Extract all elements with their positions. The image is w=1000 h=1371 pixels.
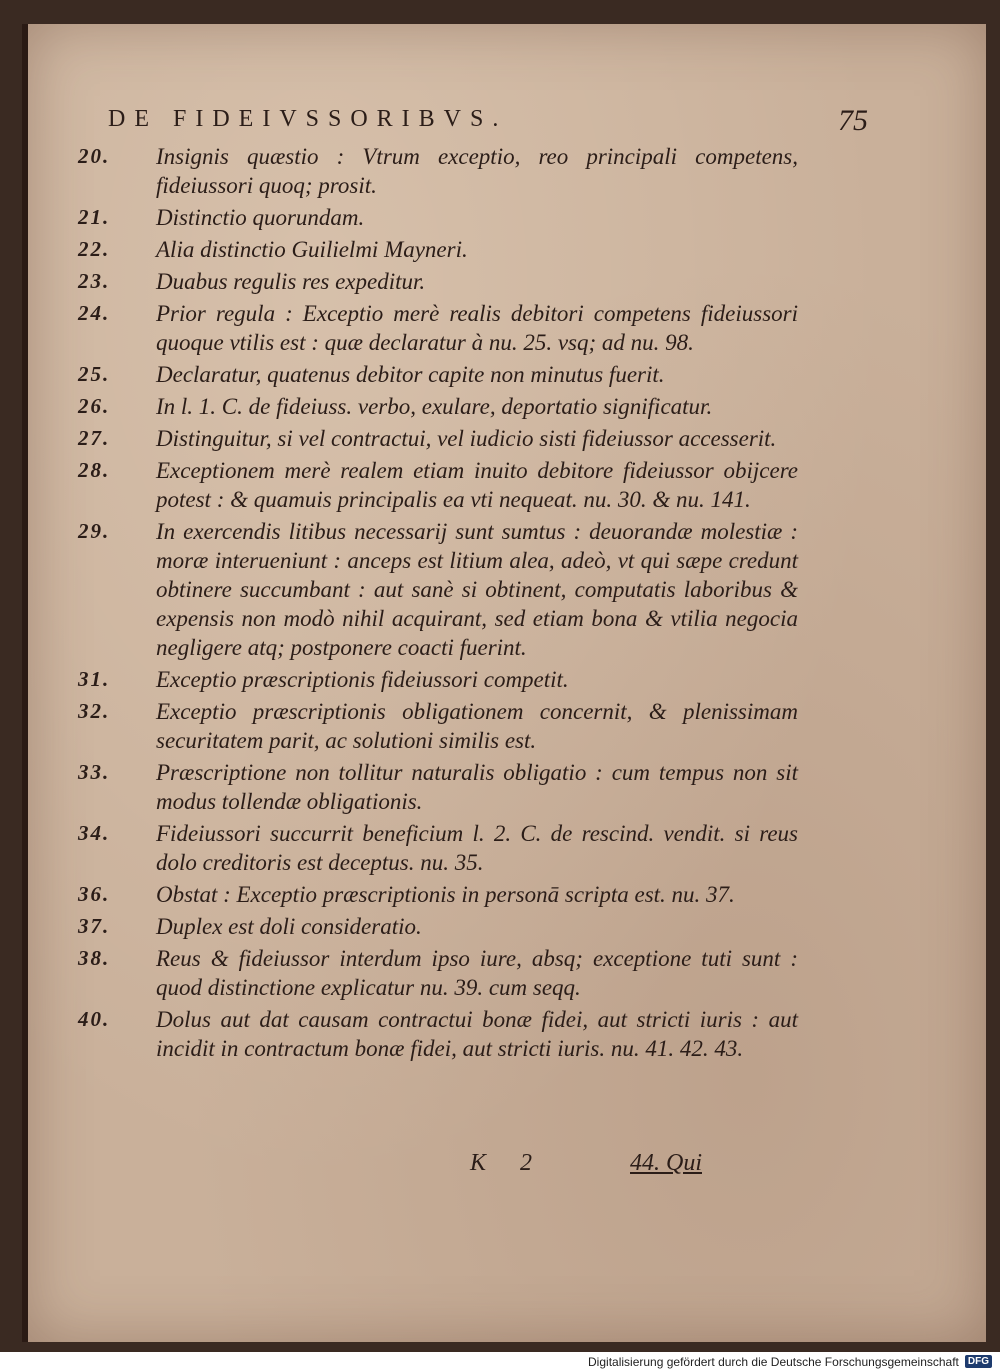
entry-number: 32. bbox=[78, 699, 111, 723]
entry-32 bbox=[78, 697, 798, 755]
entry-text: Distinguitur, si vel contractui, vel iudicio sisti fideiussor accesserit. bbox=[156, 426, 777, 451]
entry-number: 38. bbox=[78, 946, 111, 970]
entry-28 bbox=[78, 456, 798, 514]
entry-text: In l. 1. C. de fideiuss. verbo, exulare, deportatio significatur. bbox=[156, 394, 713, 419]
entry-27 bbox=[78, 424, 798, 453]
entry-number: 20. bbox=[78, 144, 111, 168]
running-head-title: DE FIDEIVSSORIBVS. bbox=[108, 106, 508, 132]
entry-text: Reus & fideiussor interdum ipso iure, absq; exceptione tuti sunt : quod distinctione explicatur nu. 39. cum seqq. bbox=[156, 946, 798, 1000]
entry-text: Exceptio præscriptionis fideiussori competit. bbox=[156, 667, 569, 692]
entry-text: Duabus regulis res expeditur. bbox=[156, 269, 426, 294]
entry-20 bbox=[78, 142, 798, 200]
entry-40 bbox=[78, 1005, 798, 1063]
running-head bbox=[108, 104, 928, 144]
entry-number: 24. bbox=[78, 301, 111, 325]
entry-text: Declaratur, quatenus debitor capite non minutus fuerit. bbox=[156, 362, 665, 387]
signature-mark: K 2 bbox=[470, 1150, 547, 1176]
entry-text: In exercendis litibus necessarij sunt sumtus : deuorandæ molestiæ : moræ interueniunt : anceps est litium alea, adeò, vt qui sæpe credunt obtinere succumbant : aut sanè si obtinent, computatis laboribus & expensis non modò nihil acquirant, sed etiam bona & vtilia negocia negligere atq; postponere coacti fuerint. bbox=[156, 519, 798, 660]
entry-number: 37. bbox=[78, 914, 111, 938]
entry-text: Insignis quæstio : Vtrum exceptio, reo principali competens, fideiussori quoq; prosit. bbox=[156, 144, 798, 198]
entry-number: 25. bbox=[78, 362, 111, 386]
entry-21 bbox=[78, 203, 798, 232]
footer-text: Digitalisierung gefördert durch die Deutsche Forschungsgemeinschaft bbox=[588, 1354, 959, 1369]
entry-38 bbox=[78, 944, 798, 1002]
entry-number: 33. bbox=[78, 760, 111, 784]
entry-23 bbox=[78, 267, 798, 296]
dfg-logo: DFG bbox=[965, 1355, 992, 1368]
entry-26 bbox=[78, 392, 798, 421]
entry-number: 31. bbox=[78, 667, 111, 691]
entry-25 bbox=[78, 360, 798, 389]
entry-number: 29. bbox=[78, 519, 111, 543]
entry-text: Exceptio præscriptionis obligationem concernit, & plenissimam securitatem parit, ac solutioni similis est. bbox=[156, 699, 798, 753]
entry-number: 40. bbox=[78, 1007, 111, 1031]
entry-text: Alia distinctio Guilielmi Mayneri. bbox=[156, 237, 468, 262]
page-number: 75 bbox=[838, 104, 868, 137]
entry-text: Prior regula : Exceptio merè realis debitori competens fideiussori quoque vtilis est : quæ declaratur à nu. 25. vsq; ad nu. 98. bbox=[156, 301, 798, 355]
entry-text: Duplex est doli consideratio. bbox=[156, 914, 422, 939]
entry-34 bbox=[78, 819, 798, 877]
book-page bbox=[22, 24, 986, 1342]
entry-number: 26. bbox=[78, 394, 111, 418]
entry-33 bbox=[78, 758, 798, 816]
entry-text: Exceptionem merè realem etiam inuito debitore fideiussor obijcere potest : & quamuis principalis ea vti nequeat. nu. 30. & nu. 141. bbox=[156, 458, 798, 512]
entry-number: 27. bbox=[78, 426, 111, 450]
entry-number: 28. bbox=[78, 458, 111, 482]
catchword: 44. Qui bbox=[630, 1150, 702, 1176]
entry-number: 34. bbox=[78, 821, 111, 845]
entry-text: Obstat : Exceptio præscriptionis in personā scripta est. nu. 37. bbox=[156, 882, 735, 907]
entry-37 bbox=[78, 912, 798, 941]
entry-29 bbox=[78, 517, 798, 662]
entry-36 bbox=[78, 880, 798, 909]
entry-text: Fideiussori succurrit beneficium l. 2. C. de rescind. vendit. si reus dolo creditoris est deceptus. nu. 35. bbox=[156, 821, 798, 875]
entry-number: 23. bbox=[78, 269, 111, 293]
entry-number: 21. bbox=[78, 205, 111, 229]
index-entries bbox=[78, 142, 798, 1066]
entry-24 bbox=[78, 299, 798, 357]
entry-22 bbox=[78, 235, 798, 264]
digitization-footer bbox=[588, 1352, 992, 1371]
entry-number: 36. bbox=[78, 882, 111, 906]
entry-text: Dolus aut dat causam contractui bonæ fidei, aut stricti iuris : aut incidit in contractum bonæ fidei, aut stricti iuris. nu. 41. 42. 43. bbox=[156, 1007, 798, 1061]
entry-number: 22. bbox=[78, 237, 111, 261]
entry-text: Præscriptione non tollitur naturalis obligatio : cum tempus non sit modus tollendæ obligationis. bbox=[156, 760, 798, 814]
entry-31 bbox=[78, 665, 798, 694]
entry-text: Distinctio quorundam. bbox=[156, 205, 365, 230]
